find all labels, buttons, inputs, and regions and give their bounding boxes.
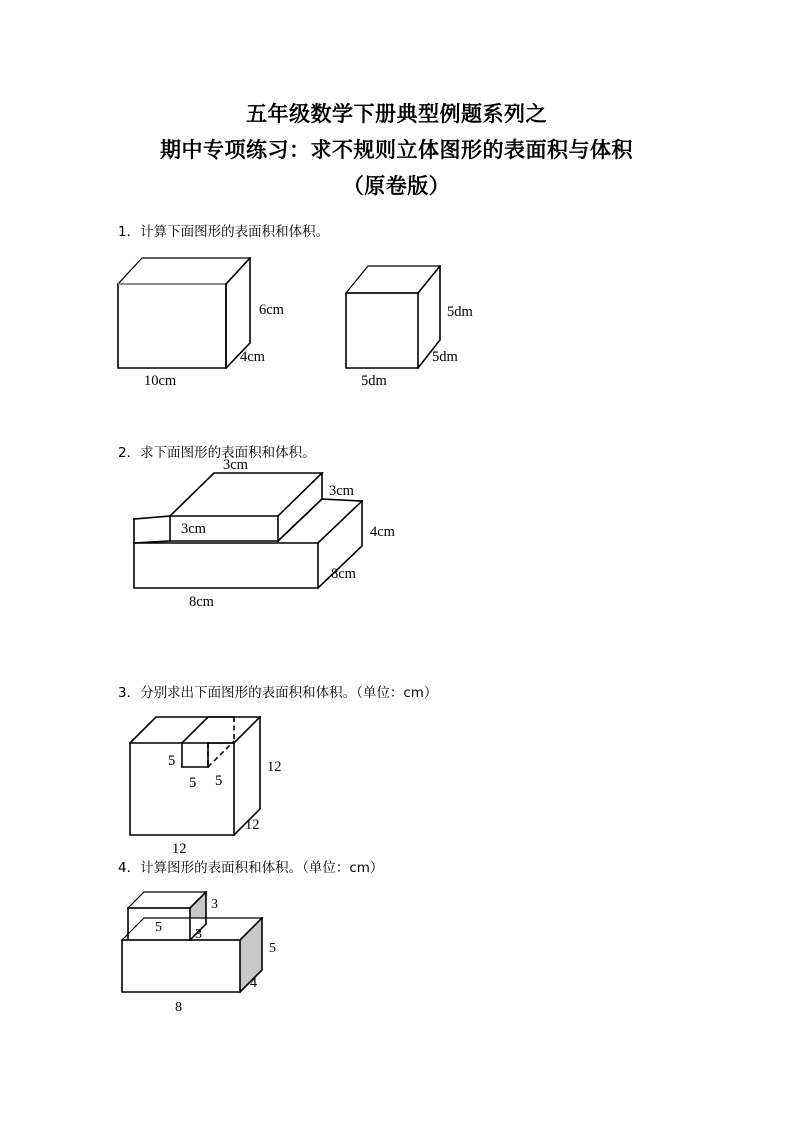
figure-stacked-boxes (118, 884, 518, 1014)
notched-cube-figure (130, 717, 282, 857)
title-line-2: 期中专项练习：求不规则立体图形的表面积与体积 (160, 138, 633, 162)
label-step-height: 3cm (329, 483, 354, 499)
cube-figure (346, 266, 474, 389)
label-cube-height-3: 12 (267, 759, 282, 775)
label-large-height: 5 (269, 941, 276, 956)
label-base-depth: 8cm (331, 566, 356, 582)
label-prism-height: 6cm (259, 302, 284, 318)
problem-2-text: 2．求下面图形的表面积和体积。 (118, 445, 316, 461)
label-base-width: 8cm (189, 594, 214, 610)
label-large-width: 8 (175, 1000, 182, 1015)
label-prism-width: 10cm (144, 373, 177, 389)
problem-2 (118, 443, 518, 609)
step-solid-figure (134, 457, 396, 610)
label-small-width: 5 (155, 920, 162, 935)
problem-4-figures (118, 884, 518, 1014)
label-step-top-width: 3cm (223, 457, 248, 473)
problem-1 (118, 222, 678, 389)
label-prism-depth: 4cm (240, 349, 265, 365)
problem-2-figures (118, 457, 518, 610)
problem-3-text: 3．分别求出下面图形的表面积和体积。（单位：cm） (118, 685, 438, 701)
stacked-boxes-figure (122, 892, 276, 1015)
label-large-depth: 4 (250, 976, 257, 991)
label-notch-left: 5 (168, 753, 176, 769)
problem-3-figures (118, 709, 518, 857)
label-notch-right: 5 (215, 773, 223, 789)
figure-notched-cube (118, 709, 518, 857)
title-line-3: （原卷版） (342, 174, 451, 198)
label-small-height: 3 (195, 927, 202, 942)
problem-4-text: 4．计算图形的表面积和体积。（单位：cm） (118, 860, 384, 876)
figure-step-solid (118, 457, 518, 610)
label-cube-width-3: 12 (172, 841, 187, 857)
title-line-1: 五年级数学下册典型例题系列之 (246, 102, 547, 126)
problem-4 (118, 858, 518, 1014)
label-total-height: 4cm (370, 524, 395, 540)
label-cube-depth: 5dm (432, 349, 458, 365)
figure-prism-and-cube (118, 248, 678, 389)
problem-1-figures (118, 248, 678, 389)
label-small-depth: 3 (211, 897, 218, 912)
label-cube-width: 5dm (361, 373, 387, 389)
problem-1-text: 1．计算下面图形的表面积和体积。 (118, 224, 330, 240)
document-title (0, 96, 793, 204)
rectangular-prism-figure (118, 258, 285, 389)
label-cube-depth-3: 12 (245, 817, 260, 833)
label-notch-bottom: 5 (189, 775, 197, 791)
problem-3 (118, 683, 518, 857)
label-cube-height: 5dm (447, 304, 473, 320)
label-step-front: 3cm (181, 521, 206, 537)
